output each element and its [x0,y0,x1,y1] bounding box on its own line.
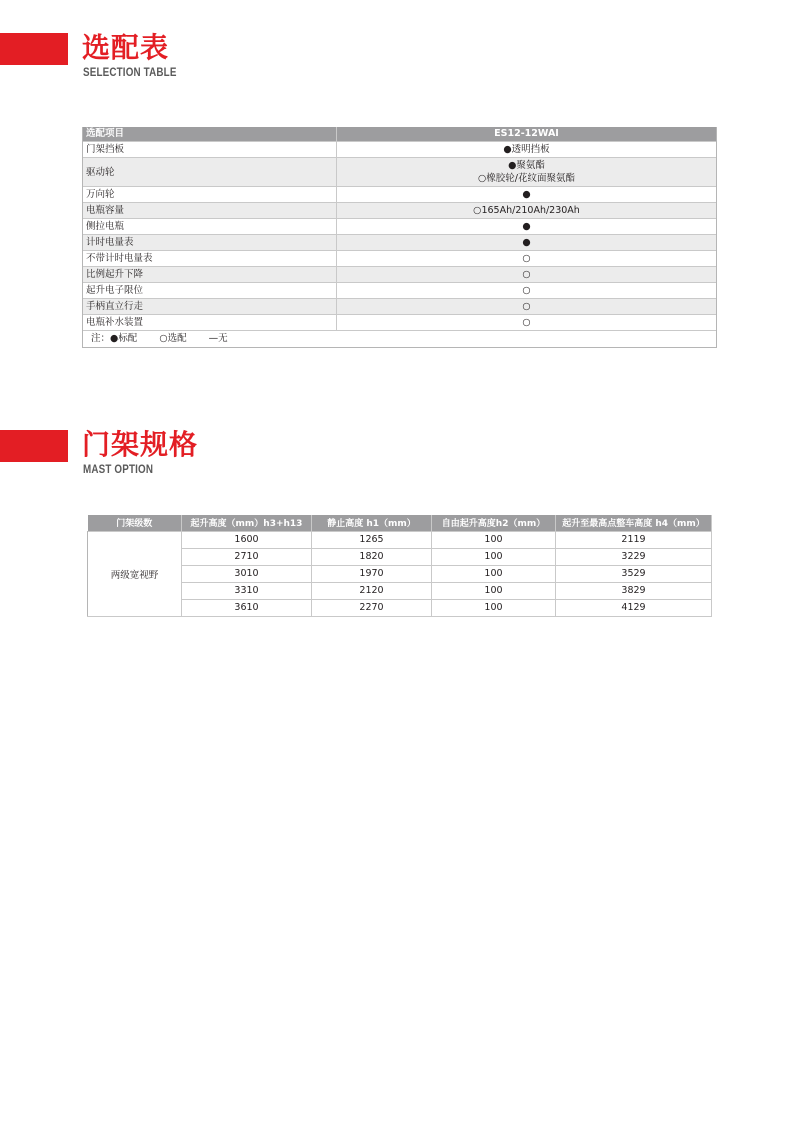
table-row [83,314,716,330]
table-cell: 100 [432,531,556,548]
table-cell: 100 [432,548,556,565]
table-cell: 2710 [182,548,312,565]
header-cell: 起升高度（mm）h3+h13 [182,515,312,531]
option-value-cell [337,219,716,234]
option-value: ●透明挡板 [503,144,550,155]
option-item: 电瓶容量 [83,203,337,218]
option-value-cell [337,187,716,202]
option-value-cell [337,267,716,282]
option-value-cell [337,142,716,157]
option-item: 侧拉电瓶 [83,219,337,234]
option-value: ○165Ah/210Ah/230Ah [473,205,580,216]
option-item: 计时电量表 [83,235,337,250]
section-title: 选配表 [82,31,170,64]
option-item: 手柄直立行走 [83,299,337,314]
table-cell: 100 [432,582,556,599]
option-value: ○ [522,301,531,312]
table-cell: 1970 [312,565,432,582]
option-item: 驱动轮 [83,158,337,186]
header-cell: 选配项目 [83,127,337,141]
mast-group-cell: 两级宽视野 [88,531,182,616]
option-value-cell [337,315,716,330]
table-cell: 3310 [182,582,312,599]
table-row [83,218,716,234]
table-row [83,250,716,266]
option-value: ○ [522,253,531,264]
table-cell: 4129 [556,599,712,616]
header-cell: 门架级数 [88,515,182,531]
table-cell: 100 [432,599,556,616]
table-header [83,127,716,141]
table-cell: 100 [432,565,556,582]
table-row [88,565,712,582]
table-cell: 1600 [182,531,312,548]
table-cell: 2270 [312,599,432,616]
section-subtitle: SELECTION TABLE [83,65,177,79]
note-standard: ●标配 [110,333,138,344]
option-value-cell [337,251,716,266]
table-cell: 3529 [556,565,712,582]
table-row [83,157,716,186]
table-row [83,234,716,250]
option-item: 电瓶补水装置 [83,315,337,330]
header-cell: ES12-12WAI [494,128,559,139]
table-cell: 3610 [182,599,312,616]
header-cell: 起升至最高点整车高度 h4（mm） [556,515,712,531]
table-row [83,282,716,298]
table-cell: 1265 [312,531,432,548]
option-item: 比例起升下降 [83,267,337,282]
option-value: ● [522,237,531,248]
table-cell: 1820 [312,548,432,565]
table-row [88,531,712,548]
note-optional: ○选配 [159,333,187,344]
option-value-cell [337,299,716,314]
table-cell: 3010 [182,565,312,582]
option-value-cell [337,203,716,218]
note-none: —无 [208,333,228,344]
header-cell: 静止高度 h1（mm） [312,515,432,531]
option-value-cell [337,158,716,186]
option-value: ○ [522,285,531,296]
header-cell: 自由起升高度h2（mm） [432,515,556,531]
table-header [88,515,712,531]
option-item: 不带计时电量表 [83,251,337,266]
option-value: ● [522,189,531,200]
table-row [88,548,712,565]
table-cell: 2119 [556,531,712,548]
table-row [88,582,712,599]
option-item: 起升电子限位 [83,283,337,298]
selection-table [82,127,717,348]
section-subtitle: MAST OPTION [83,462,154,476]
table-row [88,599,712,616]
table-cell: 3829 [556,582,712,599]
table-cell: 3229 [556,548,712,565]
section-accent-bar [0,33,68,65]
table-note [83,330,716,347]
table-row [83,141,716,157]
table-row [83,266,716,282]
mast-table [87,515,712,617]
table-cell: 2120 [312,582,432,599]
option-value: ○ [522,269,531,280]
option-value-cell [337,283,716,298]
option-value: ○ [522,317,531,328]
table-row [83,186,716,202]
table-row [83,298,716,314]
table-row [83,202,716,218]
option-value: ○橡胶轮/花纹面聚氨酯 [478,173,575,184]
option-item: 门架挡板 [83,142,337,157]
option-value: ●聚氨酯 [508,160,545,171]
section-accent-bar [0,430,68,462]
section-title: 门架规格 [82,428,199,461]
option-item: 万向轮 [83,187,337,202]
note-prefix: 注： [91,333,111,344]
option-value-cell [337,235,716,250]
option-value: ● [522,221,531,232]
